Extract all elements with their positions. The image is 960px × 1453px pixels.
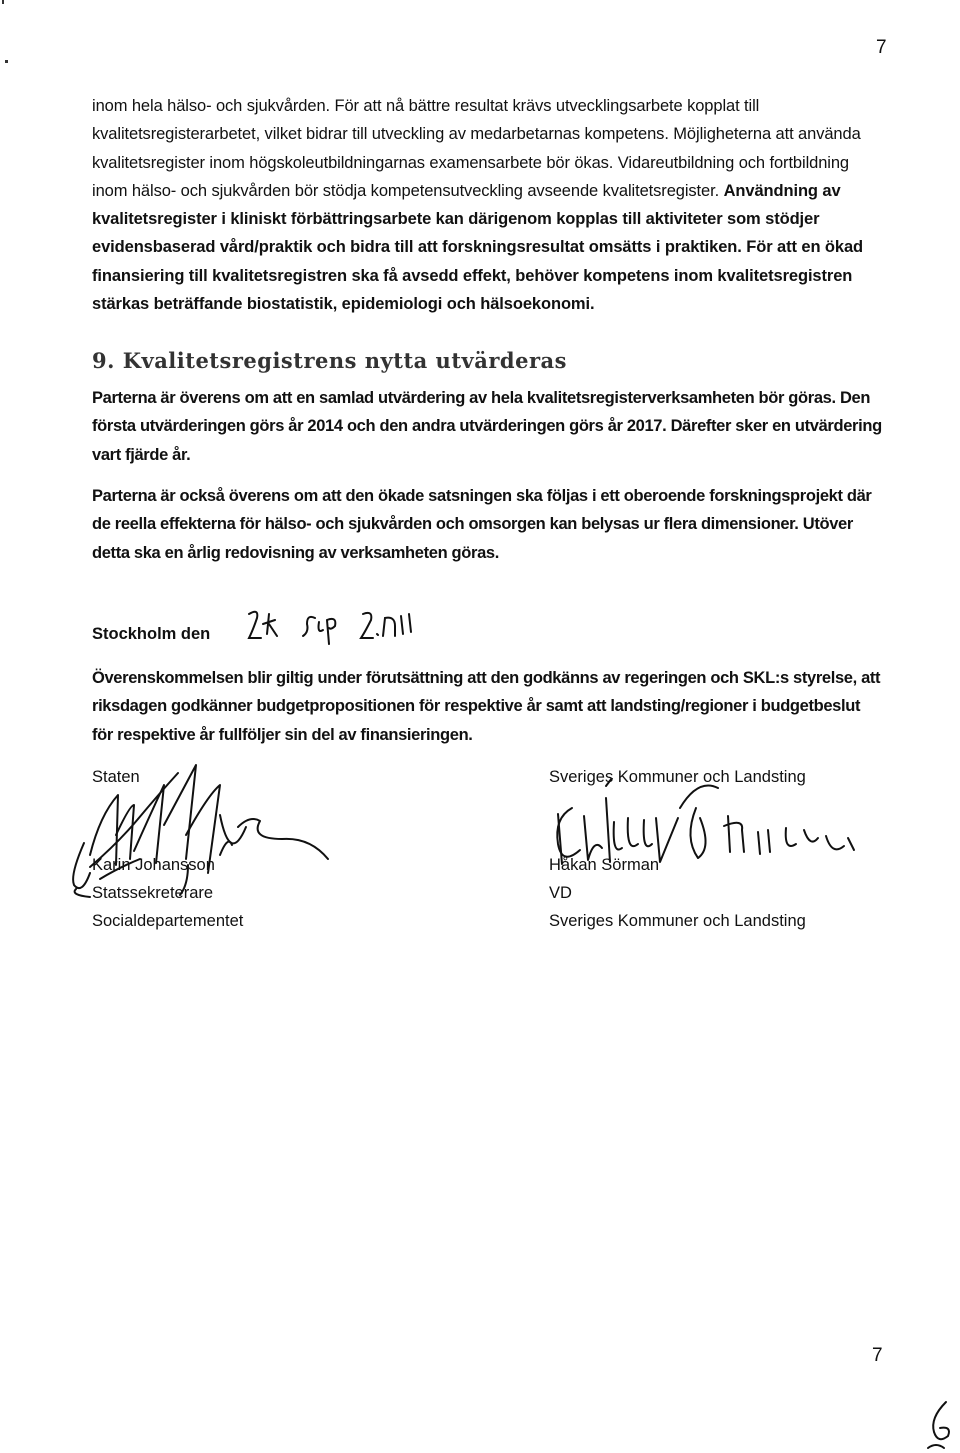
signatory-right-title: VD — [549, 884, 572, 902]
signatory-left-name: Karin Johansson — [92, 856, 215, 874]
scan-speck — [5, 60, 8, 63]
initials-mark — [920, 1398, 956, 1452]
signatory-left-organisation: Socialdepartementet — [92, 912, 244, 930]
paragraph-intro-part2: Användning av kvalitetsregister i kliniskt förbättringsarbete kan därigenom kopplas till aktiviteter som stödjer evidensbaserad vård/praktik och bidra till att forskningsresultat omsätts i praktiken. För att en ökad finansiering till kvalitetsregistren ska få avsedd effekt, behöver kompetens inom kvalitetsregistren stärkas beträffande biostatistik, epidemiologi och hälsoekonomi. — [92, 181, 864, 314]
place-date-label: Stockholm den — [92, 625, 211, 643]
signatory-right-organisation: Sveriges Kommuner och Landsting — [549, 912, 806, 930]
signatory-left-party: Staten — [92, 768, 140, 786]
paragraph-intro — [92, 92, 882, 318]
page-number-top: 7 — [876, 37, 887, 58]
signatory-left-title: Statssekreterare — [92, 884, 214, 902]
scan-speck — [2, 0, 4, 4]
signature-left — [60, 755, 350, 905]
section-heading: 9. Kvalitetsregistrens nytta utvärderas — [92, 348, 567, 373]
signatory-right-party: Sveriges Kommuner och Landsting — [549, 768, 806, 786]
signatory-right-name: Håkan Sörman — [549, 856, 660, 874]
paragraph-research: Parterna är också överens om att den ökade satsningen ska följas i ett oberoende forskningsprojekt där de reella effekterna för hälso- och sjukvården och omsorgen kan belysas ur flera dimensioner. Utöver detta ska en årlig redovisning av verksamheten göras. — [92, 487, 872, 562]
signature-right — [548, 778, 868, 878]
handwritten-date — [245, 604, 415, 656]
paragraph-intro-part1: inom hela hälso- och sjukvården. För att nå bättre resultat krävs utvecklingsarbete kopplat till kvalitetsregisterarbetet, vilket bidrar till utveckling av medarbetarnas kompetens. Möjligheterna att använda kvalitetsregister inom högskoleutbildningarnas examensarbete bör ökas. Vidareutbildning och fortbildning inom hälso- och sjukvården bör stödja kompetensutveckling avseende kvalitetsregister. — [92, 97, 861, 200]
page-number-bottom: 7 — [872, 1345, 883, 1366]
paragraph-validity: Överenskommelsen blir giltig under förutsättning att den godkänns av regeringen och SKL:s styrelse, att riksdagen godkänner budgetpropositionen för respektive år samt att landsting/regioner i budgetbeslut för respektive år fullföljer sin del av finansieringen. — [92, 669, 881, 744]
paragraph-evaluation: Parterna är överens om att en samlad utvärdering av hela kvalitetsregisterverksamheten bör göras. Den första utvärderingen görs år 2014 och den andra utvärderingen görs år 2017. Därefter sker en utvärdering vart fjärde år. — [92, 389, 882, 464]
